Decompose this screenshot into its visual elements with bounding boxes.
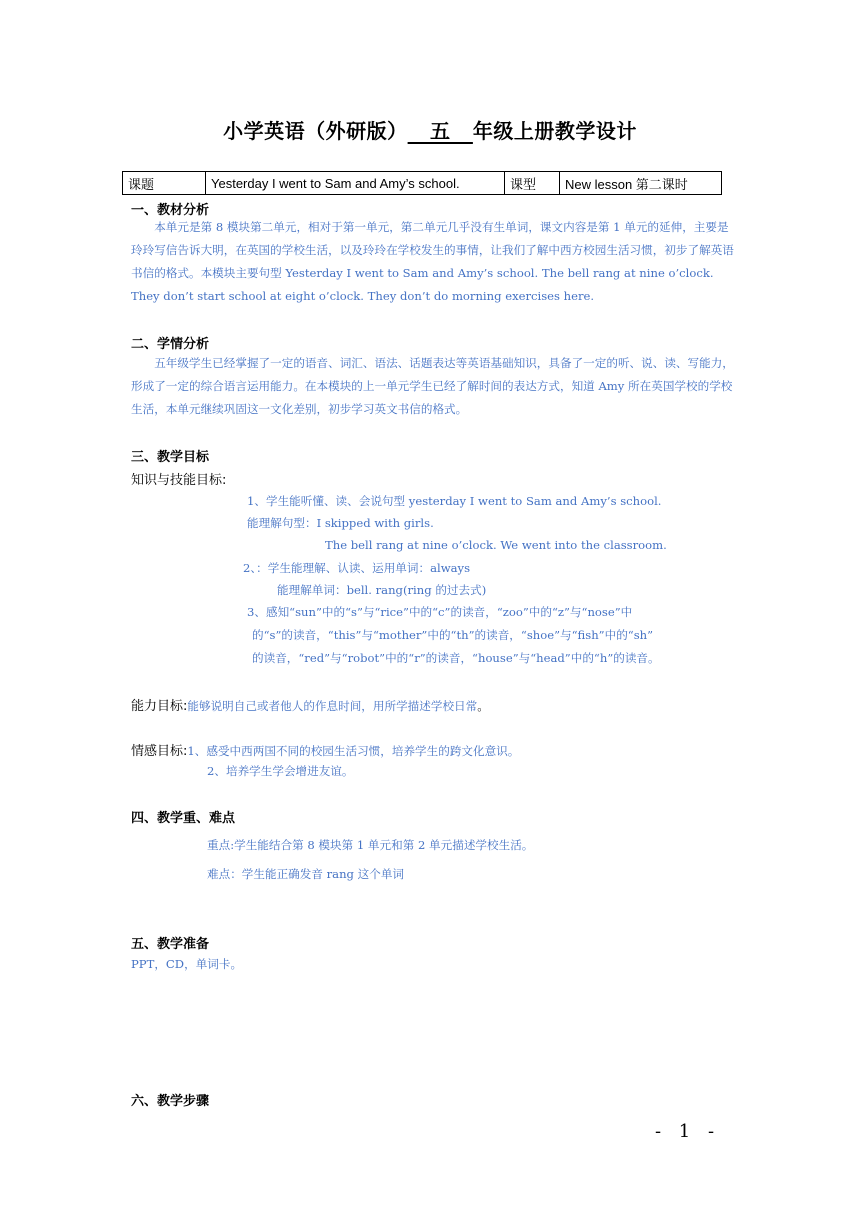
section-heading-steps: 六、教学步骤 <box>131 1094 210 1109</box>
page-title <box>0 115 860 144</box>
lesson-info-table <box>122 171 722 195</box>
knowledge-item-1b: 能理解句型：I skipped with girls. <box>247 516 434 530</box>
knowledge-item-2b: 能理解单词：bell. rang(ring 的过去式) <box>277 583 487 597</box>
knowledge-item-3b: 的“s”的读音，“this”与“mother”中的“th”的读音，“shoe”与“fish”中的“sh” <box>252 628 654 642</box>
knowledge-item-1: 1、学生能听懂、读、会说句型 yesterday I went to Sam and Amy’s school. <box>247 494 662 508</box>
topic-value: Yesterday I went to Sam and Amy’s school. <box>206 172 505 195</box>
emotion-item-2: 2、培养学生学会增进友谊。 <box>207 764 354 778</box>
emotion-item-1: 1、感受中西两国不同的校园生活习惯，培养学生的跨文化意识。 <box>187 744 520 758</box>
difficult-point-text: 难点：学生能正确发音 rang 这个单词 <box>207 867 405 881</box>
knowledge-item-2: 2、：学生能理解、认读、运用单词：always <box>243 561 471 575</box>
material-analysis-paragraph: 本单元是第 8 模块第二单元，相对于第一单元，第二单元几乎没有生单词，课文内容是第 1 单元的延伸，主要是玲玲写信告诉大明，在英国的学校生活，以及玲玲在学校发生的事情，让我们了解中西方校园生活习惯，初步了解英语书信的格式。本模块主要句型 Yesterday I went to Sam and Amy’s school. The bell rang at nine o’clock. They don’t start school at eight o’clock. They don’t do morning exercises here. <box>131 220 734 303</box>
student-analysis-paragraph: 五年级学生已经掌握了一定的语音、词汇、语法、话题表达等英语基础知识，具备了一定的听、说、读、写能力，形成了一定的综合语言运用能力。在本模块的上一单元学生已经了解时间的表达方式，知道 Amy 所在英国学校的学校生活，本单元继续巩固这一文化差别，初步学习英文书信的格式。 <box>131 356 734 416</box>
ability-objective <box>131 695 489 714</box>
preparation-text: PPT，CD，单词卡。 <box>131 957 243 971</box>
type-value: New lesson 第二课时 <box>560 172 722 195</box>
section-heading-material: 一、教材分析 <box>131 203 210 218</box>
knowledge-skill-label: 知识与技能目标: <box>131 473 227 488</box>
key-point-text: 重点:学生能结合第 8 模块第 1 单元和第 2 单元描述学校生活。 <box>207 838 534 852</box>
emotion-label: 情感目标: <box>131 744 188 759</box>
emotion-objective <box>131 740 519 759</box>
knowledge-item-3c: 的读音，“red”与“robot”中的“r”的读音，“house”与“head”中的“h”的读音。 <box>252 651 660 665</box>
section-heading-objectives: 三、教学目标 <box>131 450 210 465</box>
ability-label: 能力目标: <box>131 699 188 714</box>
ability-text: 能够说明自己或者他人的作息时间，用所学描述学校日常 <box>187 699 478 713</box>
knowledge-item-3a: 3、感知“sun”中的“s”与“rice”中的“c”的读音，“zoo”中的“z”与“nose”中 <box>247 605 633 619</box>
section-heading-preparation: 五、教学准备 <box>131 937 210 952</box>
knowledge-item-1c: The bell rang at nine o’clock. We went into the classroom. <box>325 538 667 552</box>
title-prefix: 小学英语（外研版） <box>223 119 408 143</box>
section-heading-key-points: 四、教学重、难点 <box>131 811 236 826</box>
type-label: 课型 <box>505 172 560 195</box>
title-suffix: 年级上册教学设计 <box>472 119 637 143</box>
section-heading-students: 二、学情分析 <box>131 337 210 352</box>
ability-period: 。 <box>477 699 489 713</box>
page-number: - 1 - <box>655 1121 721 1142</box>
topic-label: 课题 <box>123 172 206 195</box>
table-row <box>123 172 722 195</box>
title-grade: 五 <box>430 119 451 143</box>
